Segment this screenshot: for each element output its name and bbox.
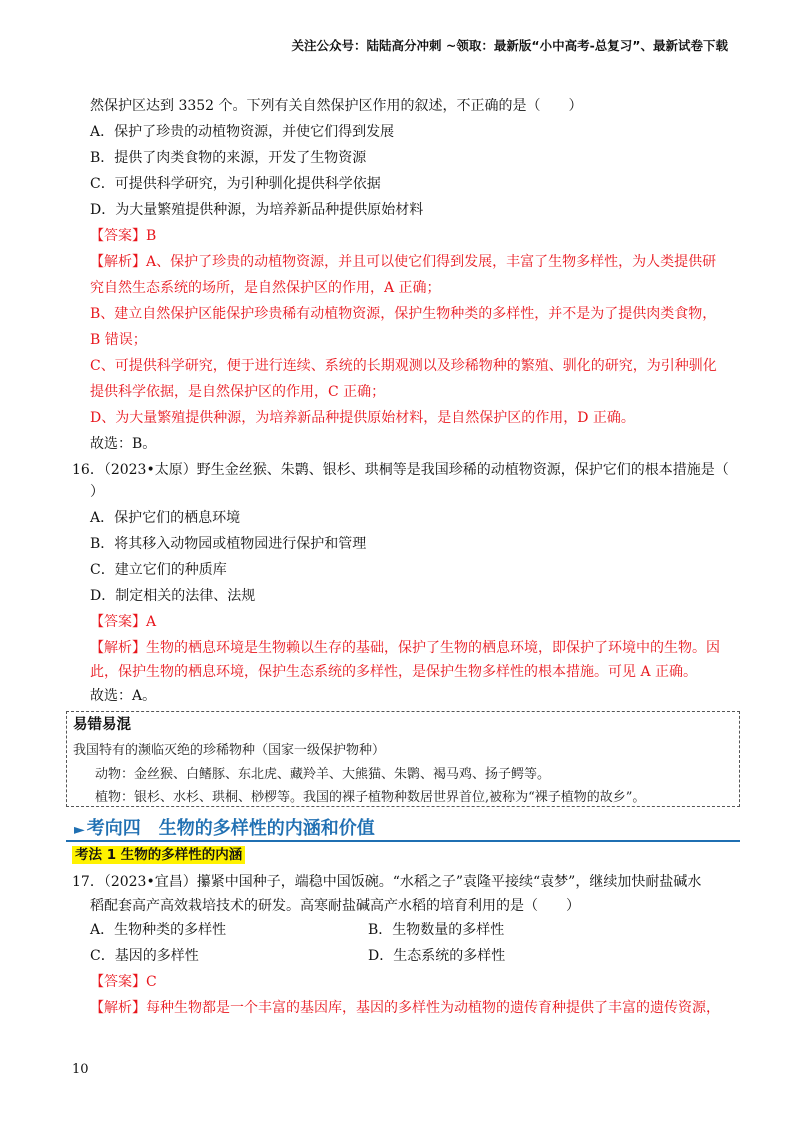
section-title-text: 考向四 生物的多样性的内涵和价值 [86,818,375,839]
page-header: 关注公众号：陆陆高分冲刺 ~领取：最新版“小中高考-总复习”、最新试卷下载 [291,38,728,53]
q15-option-b: B．提供了肉类食物的来源，开发了生物资源 [90,150,367,166]
q15-conclusion: 故选：B。 [90,436,157,452]
q15-analysis-line: 提供科学依据，是自然保护区的作用，C 正确； [90,384,386,400]
q15-option-a: A．保护了珍贵的动植物资源，并使它们得到发展 [90,124,395,140]
q16-stem: 16．（2023•太原）野生金丝猴、朱鹮、银杉、珙桐等是我国珍稀的动植物资源，保护它们的根本措施是（ [72,462,729,478]
q15-option-d: D．为大量繁殖提供种源，为培养新品种提供原始材料 [90,202,424,218]
q16-option-b: B．将其移入动物园或植物园进行保护和管理 [90,536,367,552]
q15-answer: 【答案】B [90,228,157,244]
section-title [74,814,375,840]
q16-conclusion: 故选：A。 [90,688,157,704]
q17-stem-cont: 稻配套高产高效栽培技术的研发。高寒耐盐碱高产水稻的培育利用的是（ ） [90,898,580,914]
q17-option-c: C．基因的多样性 [90,948,199,964]
tip-line: 植物：银杉、水杉、珙桐、桫椤等。我国的裸子植物种数居世界首位,被称为“裸子植物的故乡”。 [95,790,646,805]
triangle-icon: ► [74,822,85,838]
q17-option-d: D．生态系统的多样性 [368,948,506,964]
method-label: 考法 1 生物的多样性的内涵 [72,846,245,864]
q15-option-c: C．可提供科学研究，为引种驯化提供科学依据 [90,176,381,192]
q16-option-d: D．制定相关的法律、法规 [90,588,256,604]
tip-line: 动物：金丝猴、白鳍豚、东北虎、藏羚羊、大熊猫、朱鹮、褐马鸡、扬子鳄等。 [95,767,551,782]
q17-answer: 【答案】C [90,974,157,990]
section-heading [66,814,740,842]
page-number: 10 [72,1062,89,1077]
q16-analysis-line: 此，保护生物的栖息环境，保护生态系统的多样性，是保护生物多样性的根本措施。可见 A 正确。 [90,664,698,680]
q15-analysis-line: 究自然生态系统的场所，是自然保护区的作用，A 正确； [90,280,441,296]
q17-option-a: A．生物种类的多样性 [90,922,227,938]
q16-option-c: C．建立它们的种质库 [90,562,227,578]
q16-option-a: A．保护它们的栖息环境 [90,510,241,526]
q16-answer: 【答案】A [90,614,157,630]
q15-analysis-line: B、建立自然保护区能保护珍贵稀有动植物资源，保护生物种类的多样性，并不是为了提供肉类食物， [90,306,717,322]
q15-analysis-line: D、为大量繁殖提供种源，为培养新品种提供原始材料，是自然保护区的作用，D 正确。 [90,410,635,426]
error-prone-tip-box [66,711,740,807]
q17-option-b: B．生物数量的多样性 [368,922,505,938]
q17-stem: 17．（2023•宜昌）攥紧中国种子，端稳中国饭碗。“水稻之子”袁隆平接续“袁梦”，继续加快耐盐碱水 [72,874,702,890]
q16-stem-cont: ） [90,484,104,500]
q15-analysis-line: 【解析】A、保护了珍贵的动植物资源，并且可以使它们得到发展，丰富了生物多样性，为人类提供研 [90,254,717,270]
tip-title: 易错易混 [73,717,131,733]
q17-analysis-line: 【解析】每种生物都是一个丰富的基因库，基因的多样性为动植物的遗传育种提供了丰富的遗传资源， [90,1000,720,1016]
q15-stem: 然保护区达到 3352 个。下列有关自然保护区作用的叙述，不正确的是（ ） [90,98,583,114]
tip-line: 我国特有的濒临灭绝的珍稀物种（国家一级保护物种） [73,743,386,758]
q15-analysis-line: C、可提供科学研究，便于进行连续、系统的长期观测以及珍稀物种的繁殖、驯化的研究，为引种驯化 [90,358,717,374]
q16-analysis-line: 【解析】生物的栖息环境是生物赖以生存的基础，保护了生物的栖息环境，即保护了环境中的生物。因 [90,640,720,656]
q15-analysis-line: B 错误； [90,332,147,348]
